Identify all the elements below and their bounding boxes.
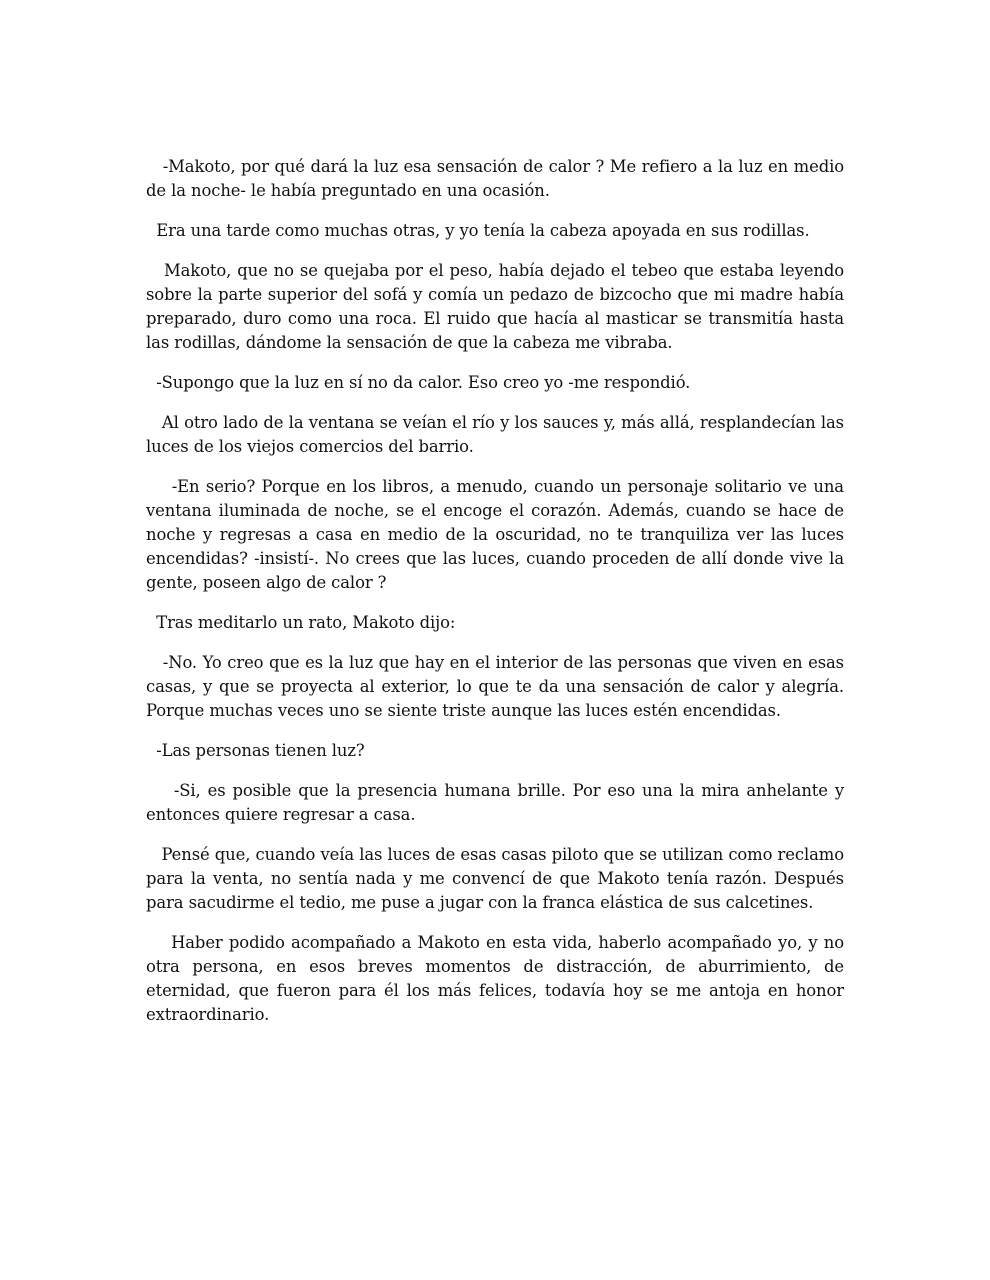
paragraph-5: Al otro lado de la ventana se veían el río y los sauces y, más allá, resplandecían las luces de los viejos comercios del barrio. <box>146 413 850 456</box>
paragraph-2: Era una tarde como muchas otras, y yo tenía la cabeza apoyada en sus rodillas. <box>146 221 810 240</box>
paragraph-3: Makoto, que no se quejaba por el peso, había dejado el tebeo que estaba leyendo sobre la parte superior del sofá y comía un pedazo de bizcocho que mi madre había preparado, duro como una roca. El ruido que hacía al masticar se transmitía hasta las rodillas, dándome la sensación de que la cabeza me vibraba. <box>146 261 850 352</box>
document-page <box>146 155 850 1043</box>
paragraph-9: -Las personas tienen luz? <box>146 741 365 760</box>
paragraph-10: -Si, es posible que la presencia humana brille. Por eso una la mira anhelante y entonces quiere regresar a casa. <box>146 781 850 824</box>
paragraph-1: -Makoto, por qué dará la luz esa sensación de calor ? Me refiero a la luz en medio de la noche- le había preguntado en una ocasión. <box>146 157 850 200</box>
paragraph-4: -Supongo que la luz en sí no da calor. Eso creo yo -me respondió. <box>146 373 691 392</box>
paragraph-11: Pensé que, cuando veía las luces de esas casas piloto que se utilizan como reclamo para la venta, no sentía nada y me convencí de que Makoto tenía razón. Después para sacudirme el tedio, me puse a jugar con la franca elástica de sus calcetines. <box>146 845 850 912</box>
paragraph-6: -En serio? Porque en los libros, a menudo, cuando un personaje solitario ve una ventana iluminada de noche, se el encoge el corazón. Además, cuando se hace de noche y regresas a casa en medio de la oscuridad, no te tranquiliza ver las luces encendidas? -insistí-. No crees que las luces, cuando proceden de allí donde vive la gente, poseen algo de calor ? <box>146 477 850 592</box>
paragraph-7: Tras meditarlo un rato, Makoto dijo: <box>146 613 456 632</box>
paragraph-8: -No. Yo creo que es la luz que hay en el interior de las personas que viven en esas casas, y que se proyecta al exterior, lo que te da una sensación de calor y alegría. Porque muchas veces uno se siente triste aunque las luces estén encendidas. <box>146 653 850 720</box>
paragraph-12: Haber podido acompañado a Makoto en esta vida, haberlo acompañado yo, y no otra persona, en esos breves momentos de distracción, de aburrimiento, de eternidad, que fueron para él los más felices, todavía hoy se me antoja en honor extraordinario. <box>146 933 850 1024</box>
